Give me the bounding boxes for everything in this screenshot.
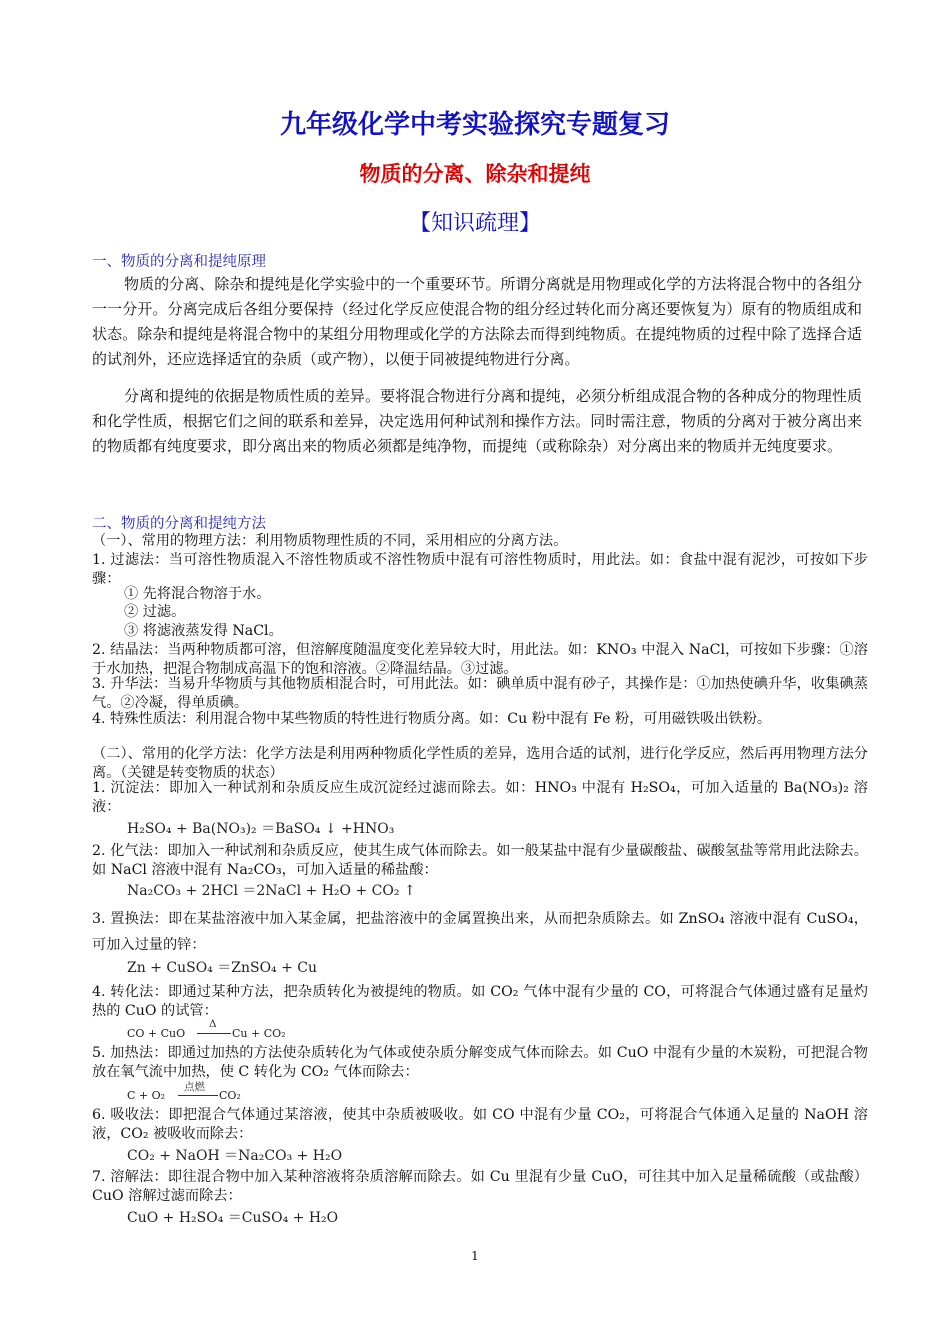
physical-method-special-property: 4. 特殊性质法：利用混合物中某些物质的特性进行物质分离。如：Cu 粉中混有 Fe 粉，可用磁铁吸出铁粉。	[92, 711, 772, 727]
chemical-method-gasification: 2. 化气法：即加入一种试剂和杂质反应，使其生成气体而除去。如一般某盐中混有少量碳酸盐、碳酸氢盐等常用此法除去。如 NaCl 溶液中混有 Na₂CO₃，可加入适量的稀盐酸：	[92, 843, 868, 878]
chemical-method-absorption: 6. 吸收法：即把混合气体通过某溶液，使其中杂质被吸收。如 CO 中混有少量 CO₂，可将混合气体通入足量的 NaOH 溶液，CO₂ 被吸收而除去：	[92, 1107, 868, 1142]
physical-method-filtration: 1. 过滤法：当可溶性物质混入不溶性物质或不溶性物质中混有可溶性物质时，用此法。如：食盐中混有泥沙，可按如下步骤：	[92, 552, 868, 587]
filtration-step-2: ② 过滤。	[124, 604, 186, 620]
page-number: 1	[471, 1249, 479, 1263]
equation-conversion-condition: Δ	[209, 1018, 217, 1030]
paragraph-principle-1: 物质的分离、除杂和提纯是化学实验中的一个重要环节。所谓分离就是用物理或化学的方法将混合物中的各组分一一分开。分离完成后各组分要保持（经过化学反应使混合物的组分经过转化而分离还要恢复为）原有的物质组成和状态。除杂和提纯是将混合物中的某组分用物理或化学的方法除去而得到纯物质。在提纯物质的过程中除了选择合适的试剂外，还应选择适宜的杂质（或产物），以便于同被提纯物进行分离。	[92, 275, 862, 368]
equation-heating-right: CO₂	[219, 1089, 241, 1102]
equation-conversion-arrow	[197, 1033, 231, 1034]
equation-precipitation: H₂SO₄ + Ba(NO₃)₂ ＝BaSO₄ ↓ +HNO₃	[127, 821, 395, 837]
chemical-method-precipitation: 1. 沉淀法：即加入一种试剂和杂质反应生成沉淀经过滤而除去。如：HNO₃ 中混有 H₂SO₄，可加入适量的 Ba(NO₃)₂ 溶液：	[92, 780, 868, 815]
equation-heating-arrow	[178, 1095, 218, 1096]
section-tag: 【知识疏理】	[408, 211, 541, 236]
chemical-method-dissolution: 7. 溶解法：即往混合物中加入某种溶液将杂质溶解而除去。如 Cu 里混有少量 CuO，可往其中加入足量稀硫酸（或盐酸）CuO 溶解过滤而除去：	[92, 1169, 868, 1204]
filtration-step-3: ③ 将滤液蒸发得 NaCl。	[124, 623, 283, 639]
equation-displacement: Zn + CuSO₄ ＝ZnSO₄ + Cu	[127, 960, 318, 976]
physical-method-sublimation: 3. 升华法：当易升华物质与其他物质相混合时，可用此法。如：碘单质中混有砂子，其操作是：①加热使碘升华，收集碘蒸气。②冷凝，得单质碘。	[92, 676, 868, 711]
physical-method-crystallization: 2. 结晶法：当两种物质都可溶，但溶解度随温度变化差异较大时，用此法。如：KNO₃ 中混入 NaCl，可按如下步骤：①溶于水加热，把混合物制成高温下的饱和溶液。②降温结晶。③过滤。	[92, 642, 868, 677]
chemical-method-displacement: 3. 置换法：即在某盐溶液中加入某金属，把盐溶液中的金属置换出来，从而把杂质除去。如 ZnSO₄ 溶液中混有 CuSO₄，可加入过量的锌：	[92, 911, 868, 953]
equation-gasification: Na₂CO₃ + 2HCl ＝2NaCl + H₂O + CO₂ ↑	[127, 883, 416, 899]
equation-absorption: CO₂ + NaOH ＝Na₂CO₃ + H₂O	[127, 1148, 343, 1164]
page-subtitle: 物质的分离、除杂和提纯	[359, 162, 591, 186]
filtration-step-1: ① 先将混合物溶于水。	[124, 586, 271, 602]
physical-methods-intro: （一）、常用的物理方法：利用物质物理性质的不同，采用相应的分离方法。	[92, 533, 568, 549]
heading-principle: 一、物质的分离和提纯原理	[92, 254, 266, 270]
chemical-method-conversion: 4. 转化法：即通过某种方法，把杂质转化为被提纯的物质。如 CO₂ 气体中混有少量的 CO，可将混合气体通过盛有足量灼热的 CuO 的试管：	[92, 984, 868, 1019]
paragraph-principle-2: 分离和提纯的依据是物质性质的差异。要将混合物进行分离和提纯，必须分析组成混合物的各种成分的物理性质和化学性质，根据它们之间的联系和差异，决定选用何种试剂和操作方法。同时需注意，物质的分离对于被分离出来的物质都有纯度要求，即分离出来的物质必须都是纯净物，而提纯（或称除杂）对分离出来的物质并无纯度要求。	[92, 387, 862, 455]
heading-methods: 二、物质的分离和提纯方法	[92, 516, 266, 532]
chemical-methods-intro: （二）、常用的化学方法：化学方法是利用两种物质化学性质的差异，选用合适的试剂，进行化学反应，然后再用物理方法分离。（关键是转变物质的状态）	[92, 746, 868, 781]
equation-dissolution: CuO + H₂SO₄ ＝CuSO₄ + H₂O	[127, 1210, 339, 1226]
chemical-method-heating: 5. 加热法：即通过加热的方法使杂质转化为气体或使杂质分解变成气体而除去。如 CuO 中混有少量的木炭粉，可把混合物放在氧气流中加热，使 C 转化为 CO₂ 气体而除去：	[92, 1045, 868, 1080]
equation-heating-left: C + O₂	[127, 1089, 166, 1102]
equation-conversion-right: Cu + CO₂	[232, 1027, 286, 1040]
equation-conversion-left: CO + CuO	[127, 1027, 186, 1040]
equation-heating-condition: 点燃	[184, 1081, 205, 1093]
page-title: 九年级化学中考实验探究专题复习	[279, 110, 670, 140]
